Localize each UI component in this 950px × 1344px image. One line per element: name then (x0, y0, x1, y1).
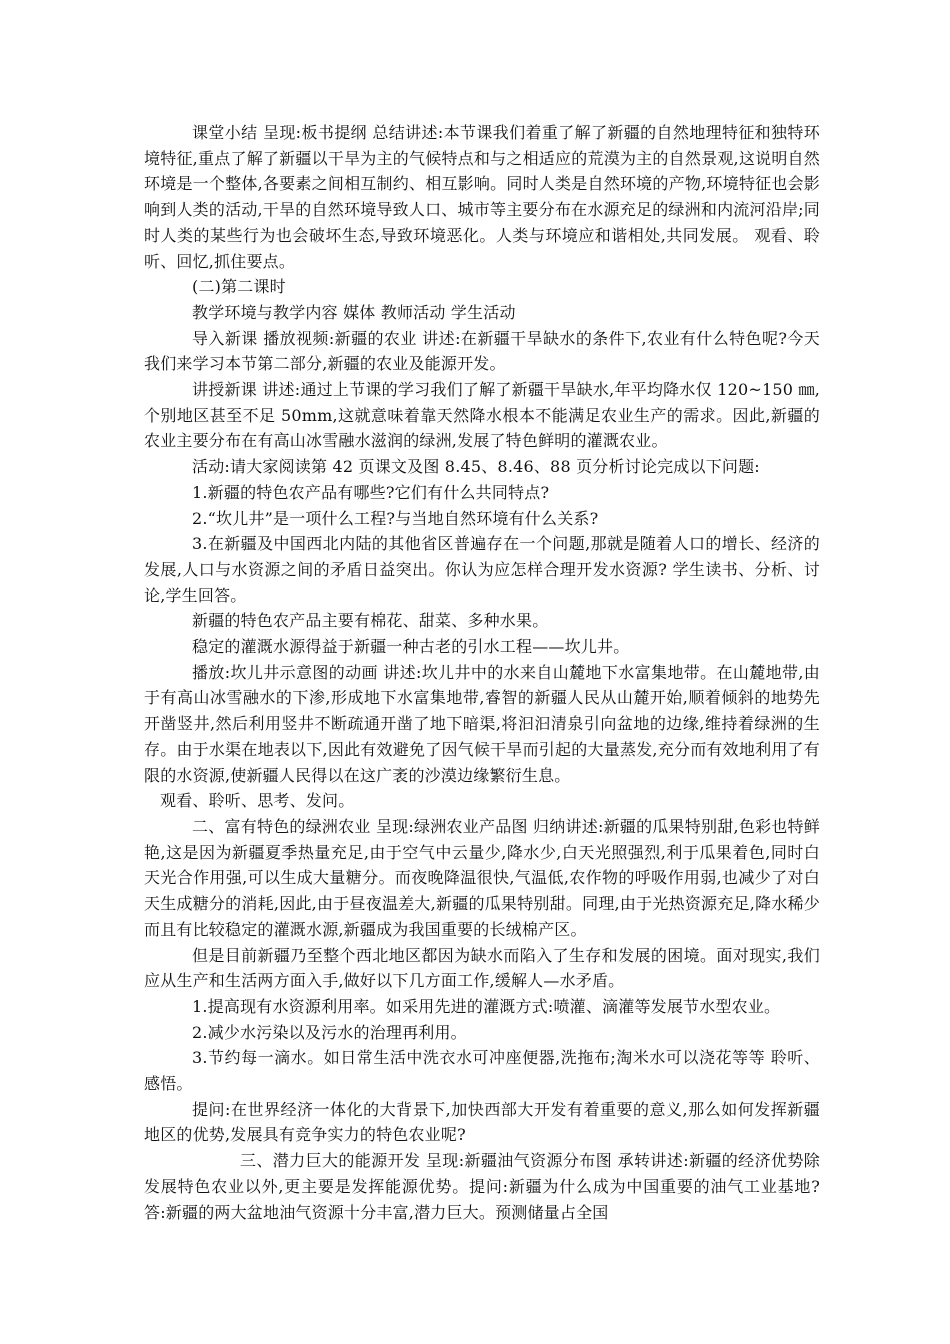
paragraph-measure-3: 3.节约每一滴水。如日常生活中洗衣水可冲座便器,洗拖布;淘米水可以浇花等等 聆听、感悟。 (144, 1048, 820, 1094)
paragraph-teaching-new-lesson: 讲授新课 讲述:通过上节课的学习我们了解了新疆干旱缺水,年平均降水仅 120~150 ㎜,个别地区甚至不足 50mm,这就意味着靠天然降水根本不能满足农业生产的需求。因此,新疆的农业主要分布在有高山冰雪融水滋润的绿洲,发展了特色鲜明的灌溉农业。 (144, 380, 820, 451)
paragraph-second-lesson-heading: (二)第二课时 (192, 277, 286, 297)
paragraph-table-header: 教学环境与教学内容 媒体 教师活动 学生活动 (192, 302, 516, 322)
paragraph-measure-2: 2.减少水污染以及污水的治理再利用。 (192, 1022, 467, 1042)
paragraph-intro-new-lesson: 导入新课 播放视频:新疆的农业 讲述:在新疆干旱缺水的条件下,农业有什么特色呢?今天我们来学习本节第二部分,新疆的农业及能源开发。 (144, 328, 820, 374)
paragraph-karez-animation: 播放:坎儿井示意图的动画 讲述:坎儿井中的水来自山麓地下水富集地带。在山麓地带,由于有高山冰雪融水的下渗,形成地下水富集地带,睿智的新疆人民从山麓开始,顺着倾斜的地势先开凿竖井,然后利用竖井不断疏通开凿了地下暗渠,将汩汩清泉引向盆地的边缘,维持着绿洲的生存。由于水渠在地表以下,因此有效避免了因气候干旱而引起的大量蒸发,充分而有效地利用了有限的水资源,使新疆人民得以在这广袤的沙漠边缘繁衍生息。 (144, 662, 820, 785)
paragraph-question-1: 1.新疆的特色农产品有哪些?它们有什么共同特点? (192, 482, 550, 502)
paragraph-class-summary: 课堂小结 呈现:板书提纲 总结讲述:本节课我们着重了解了新疆的自然地理特征和独特环境特征,重点了解了新疆以干旱为主的气候特点和与之相适应的荒漠为主的自然景观,这说明自然环境是一个整体,各要素之间相互制约、相互影响。同时人类是自然环境的产物,环境特征也会影响到人类的活动,干旱的自然环境导致人口、城市等主要分布在水源充足的绿洲和内流河沿岸;同时人类的某些行为也会破坏生态,导致环境恶化。人类与环境应和谐相处,共同发展。 观看、聆听、回忆,抓住要点。 (144, 123, 820, 271)
paragraph-question-3: 3.在新疆及中国西北内陆的其他省区普遍存在一个问题,那就是随着人口的增长、经济的发展,人口与水资源之间的矛盾日益突出。你认为应怎样合理开发水资源? 学生读书、分析、讨论,学生回答。 (144, 534, 820, 605)
paragraph-question-advantage: 提问:在世界经济一体化的大背景下,加快西部大开发有着重要的意义,那么如何发挥新疆地区的优势,发展具有竞争实力的特色农业呢? (144, 1099, 820, 1145)
paragraph-student-activity: 观看、聆听、思考、发问。 (160, 791, 355, 811)
paragraph-answer-karez: 稳定的灌溉水源得益于新疆一种古老的引水工程——坎儿井。 (192, 637, 630, 657)
paragraph-activity: 活动:请大家阅读第 42 页课文及图 8.45、8.46、88 页分析讨论完成以下问题: (192, 457, 760, 477)
paragraph-energy-development: 三、潜力巨大的能源开发 呈现:新疆油气资源分布图 承转讲述:新疆的经济优势除发展特色农业以外,更主要是发挥能源优势。提问:新疆为什么成为中国重要的油气工业基地? 答:新疆的两大盆地油气资源十分丰富,潜力巨大。预测储量占全国 (144, 1151, 820, 1222)
paragraph-question-2: 2.“坎儿井”是一项什么工程?与当地自然环境有什么关系? (192, 508, 599, 528)
paragraph-answer-products: 新疆的特色农产品主要有棉花、甜菜、多种水果。 (192, 611, 549, 631)
paragraph-water-shortage: 但是目前新疆乃至整个西北地区都因为缺水而陷入了生存和发展的困境。面对现实,我们应从生产和生活两方面入手,做好以下几方面工作,缓解人—水矛盾。 (144, 945, 820, 991)
document-body (144, 120, 820, 1225)
paragraph-measure-1: 1.提高现有水资源利用率。如采用先进的灌溉方式:喷灌、滴灌等发展节水型农业。 (192, 996, 781, 1016)
paragraph-oasis-agriculture: 二、富有特色的绿洲农业 呈现:绿洲农业产品图 归纳讲述:新疆的瓜果特别甜,色彩也特鲜艳,这是因为新疆夏季热量充足,由于空气中云量少,降水少,白天光照强烈,利于瓜果着色,同时白天光合作用强,可以生成大量糖分。而夜晚降温很快,气温低,农作物的呼吸作用弱,也减少了对白天生成糖分的消耗,因此,由于昼夜温差大,新疆的瓜果特别甜。同理,由于光热资源充足,降水稀少而且有比较稳定的灌溉水源,新疆成为我国重要的长绒棉产区。 (144, 816, 820, 939)
